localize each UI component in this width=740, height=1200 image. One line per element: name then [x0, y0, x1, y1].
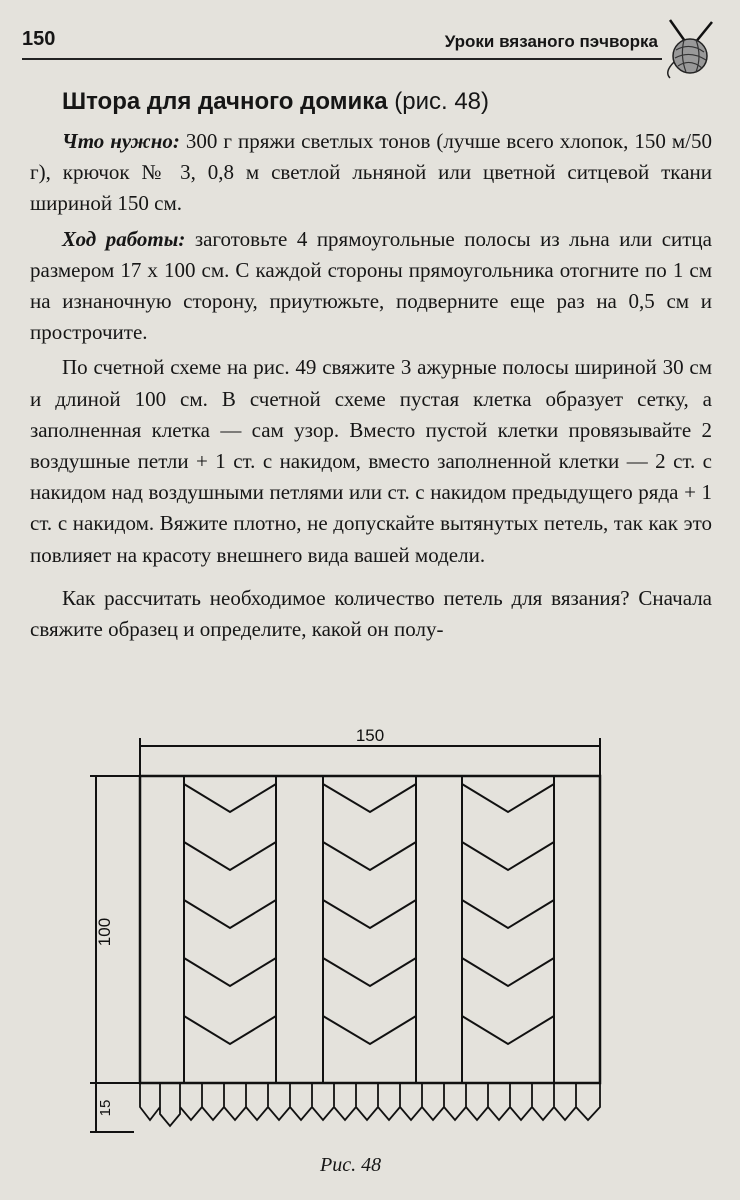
page-header [22, 24, 662, 60]
scalloped-fringe [140, 1083, 600, 1126]
procedure-label: Ход работы: [62, 226, 186, 251]
materials-label: Что нужно: [62, 129, 180, 153]
lace-strip-chevrons-3 [462, 784, 554, 1044]
procedure-paragraph [30, 224, 712, 349]
materials-text: 300 г пряжи светлых тонов (лучше всего хлопок, 150 м/50 г), крючок № 3, 0,8 м светлой льняной или цветной ситцевой ткани шириной 150 см. [30, 129, 712, 216]
title-text: Штора для дачного домика [62, 88, 388, 115]
materials-paragraph [30, 126, 712, 220]
height-label: 100 [95, 917, 114, 947]
yarn-ball-icon [660, 18, 720, 80]
page-number: 150 [22, 28, 56, 50]
lace-strip-chevrons-1 [184, 784, 276, 1044]
article-body [30, 126, 712, 645]
figure-caption: Рис. 48 [320, 1154, 382, 1176]
curtain-diagram [80, 722, 640, 1152]
fringe-label: 15 [97, 1099, 114, 1117]
article-title [62, 88, 489, 116]
width-label: 150 [355, 726, 385, 745]
running-title: Уроки вязаного пэчворка [444, 32, 658, 51]
figure-reference: (рис. 48) [394, 88, 490, 115]
procedure-text: заготовьте 4 прямоугольные полосы из льна или ситца размером 17 х 100 см. С каждой стороны прямоугольника отогните по 1 см на изнаночную сторону, приутюжьте, подверните еще раз на 0,5 см и прострочите. [30, 226, 712, 345]
chart-instructions-paragraph: По счетной схеме на рис. 49 свяжите 3 ажурные полосы шириной 30 см и длиной 100 см. В счетной схеме пустая клетка образует сетку, а заполненная клетка — сам узор. Вместо пустой клетки провязывайте 2 воздушные петли + 1 ст. с накидом, вместо заполненной клетки — 2 ст. с накидом над воздушными петлями или ст. с накидом предыдущего ряда + 1 ст. с накидом. Вяжите плотно, не допускайте вытянутых петель, так как это повлияет на красоту внешнего вида вашей модели. [30, 355, 712, 567]
lace-strip-chevrons-2 [323, 784, 416, 1044]
stitch-calculation-paragraph: Как рассчитать необходимое количество петель для вязания? Сначала свяжите образец и определите, какой он полу- [30, 585, 712, 642]
curtain-outline [140, 776, 600, 1083]
